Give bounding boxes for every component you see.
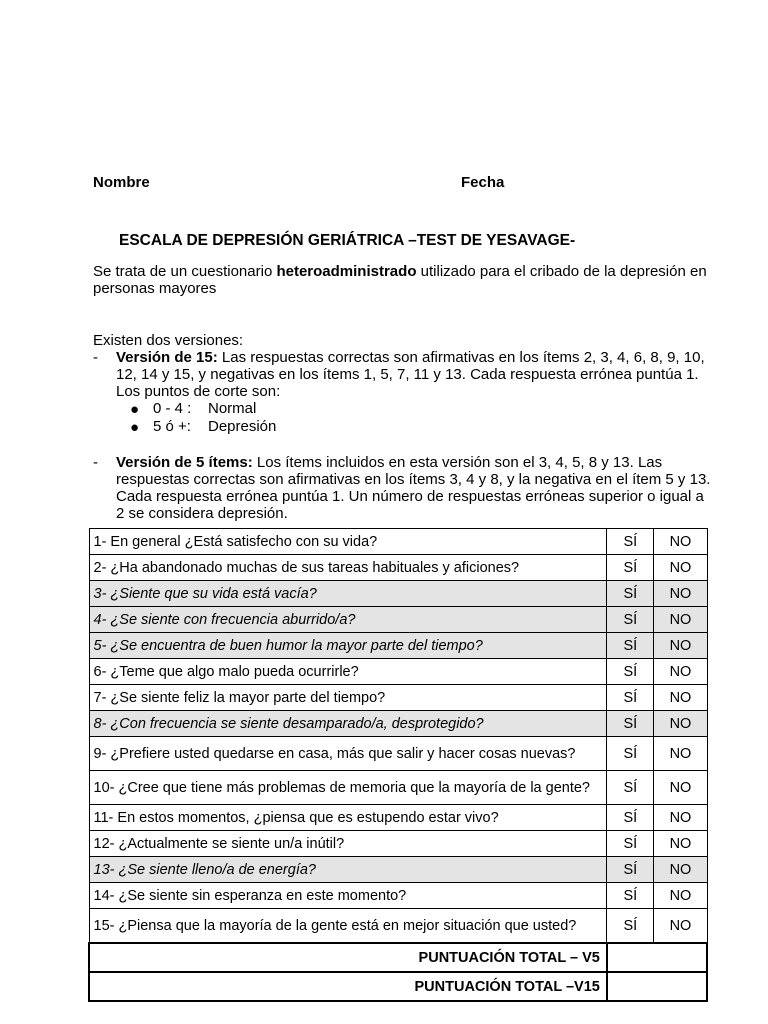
answer-no[interactable]: NO — [654, 883, 707, 909]
cutoff-range: 0 - 4 : — [153, 400, 192, 417]
answer-yes[interactable]: SÍ — [607, 883, 654, 909]
question-row — [89, 529, 707, 555]
question-text: 12- ¿Actualmente se siente un/a inútil? — [89, 831, 607, 857]
version-15-item — [93, 349, 713, 436]
answer-no[interactable]: NO — [654, 831, 707, 857]
question-text: 10- ¿Cree que tiene más problemas de memoria que la mayoría de la gente? — [89, 771, 607, 805]
total-score-v15[interactable] — [607, 972, 707, 1001]
answer-yes[interactable]: SÍ — [607, 633, 654, 659]
questionnaire-table — [88, 528, 708, 1002]
total-row-v5 — [89, 943, 707, 972]
answer-yes[interactable]: SÍ — [607, 555, 654, 581]
answer-yes[interactable]: SÍ — [607, 771, 654, 805]
question-text: 11- En estos momentos, ¿piensa que es estupendo estar vivo? — [89, 805, 607, 831]
cutoff-list — [116, 400, 713, 436]
question-text: 8- ¿Con frecuencia se siente desamparado/a, desprotegido? — [89, 711, 607, 737]
date-label: Fecha — [461, 174, 505, 191]
answer-no[interactable]: NO — [654, 685, 707, 711]
question-text: 4- ¿Se siente con frecuencia aburrido/a? — [89, 607, 607, 633]
question-row — [89, 909, 707, 944]
version-5-label: Versión de 5 ítems: — [116, 454, 253, 471]
answer-no[interactable]: NO — [654, 711, 707, 737]
page-title: ESCALA DE DEPRESIÓN GERIÁTRICA –TEST DE YESAVAGE- — [119, 232, 576, 249]
total-score-v5[interactable] — [607, 943, 707, 972]
cutoff-label: Normal — [208, 400, 257, 417]
versions-heading: Existen dos versiones: — [93, 332, 244, 349]
version-15-label: Versión de 15: — [116, 349, 218, 366]
question-text: 2- ¿Ha abandonado muchas de sus tareas habituales y aficiones? — [89, 555, 607, 581]
list-dash: - — [93, 454, 98, 471]
answer-no[interactable]: NO — [654, 659, 707, 685]
question-row — [89, 685, 707, 711]
question-text: 3- ¿Siente que su vida está vacía? — [89, 581, 607, 607]
bullet-icon: ● — [130, 419, 140, 436]
bullet-icon: ● — [130, 401, 140, 418]
question-row — [89, 883, 707, 909]
cutoff-label: Depresión — [208, 418, 277, 435]
answer-yes[interactable]: SÍ — [607, 659, 654, 685]
question-row — [89, 771, 707, 805]
answer-yes[interactable]: SÍ — [607, 607, 654, 633]
intro-text-start: Se trata de un cuestionario — [93, 263, 277, 280]
question-row — [89, 607, 707, 633]
question-text: 7- ¿Se siente feliz la mayor parte del tiempo? — [89, 685, 607, 711]
cutoff-item — [116, 418, 713, 436]
answer-no[interactable]: NO — [654, 633, 707, 659]
question-row — [89, 555, 707, 581]
answer-no[interactable]: NO — [654, 555, 707, 581]
cutoff-range: 5 ó +: — [153, 418, 191, 435]
answer-no[interactable]: NO — [654, 737, 707, 771]
answer-yes[interactable]: SÍ — [607, 685, 654, 711]
answer-yes[interactable]: SÍ — [607, 711, 654, 737]
total-label-v5: PUNTUACIÓN TOTAL – V5 — [89, 943, 607, 972]
question-text: 15- ¿Piensa que la mayoría de la gente está en mejor situación que usted? — [89, 909, 607, 944]
question-text: 9- ¿Prefiere usted quedarse en casa, más que salir y hacer cosas nuevas? — [89, 737, 607, 771]
question-text: 14- ¿Se siente sin esperanza en este momento? — [89, 883, 607, 909]
question-row — [89, 633, 707, 659]
answer-yes[interactable]: SÍ — [607, 831, 654, 857]
question-row — [89, 659, 707, 685]
question-row — [89, 711, 707, 737]
total-row-v15 — [89, 972, 707, 1001]
answer-no[interactable]: NO — [654, 529, 707, 555]
answer-yes[interactable]: SÍ — [607, 737, 654, 771]
question-row — [89, 737, 707, 771]
question-text: 6- ¿Teme que algo malo pueda ocurrirle? — [89, 659, 607, 685]
total-label-v15: PUNTUACIÓN TOTAL –V15 — [89, 972, 607, 1001]
question-row — [89, 831, 707, 857]
answer-yes[interactable]: SÍ — [607, 857, 654, 883]
answer-no[interactable]: NO — [654, 857, 707, 883]
version-5-text: Los ítems incluidos en esta versión son el 3, 4, 5, 8 y 13. Las respuestas correctas son afirmativas en los ítems 3, 4 y 8, y la negativa en el ítem 5 y 13. Cada respuesta errónea puntúa 1. Un número de respuestas erróneas superior o igual a 2 se considera depresión. — [116, 454, 711, 522]
intro-bold-term: heteroadministrado — [276, 263, 417, 280]
question-text: 13- ¿Se siente lleno/a de energía? — [89, 857, 607, 883]
versions-section — [93, 332, 713, 522]
version-15-text: Las respuestas correctas son afirmativas en los ítems 2, 3, 4, 6, 8, 9, 10, 12, 14 y 15, y negativas en los ítems 1, 5, 7, 11 y 13. Cada respuesta errónea puntúa 1. Los puntos de corte son: — [116, 349, 705, 400]
answer-yes[interactable]: SÍ — [607, 581, 654, 607]
question-text: 5- ¿Se encuentra de buen humor la mayor parte del tiempo? — [89, 633, 607, 659]
answer-yes[interactable]: SÍ — [607, 909, 654, 944]
answer-yes[interactable]: SÍ — [607, 529, 654, 555]
question-text: 1- En general ¿Está satisfecho con su vida? — [89, 529, 607, 555]
name-label: Nombre — [93, 174, 150, 191]
intro-text-end: utilizado para el cribado de la depresión en personas mayores — [93, 263, 707, 297]
intro-paragraph — [93, 263, 713, 297]
question-row — [89, 581, 707, 607]
answer-no[interactable]: NO — [654, 581, 707, 607]
version-5-item — [93, 454, 713, 522]
answer-no[interactable]: NO — [654, 607, 707, 633]
list-dash: - — [93, 349, 98, 366]
cutoff-item — [116, 400, 713, 418]
question-row — [89, 857, 707, 883]
answer-yes[interactable]: SÍ — [607, 805, 654, 831]
answer-no[interactable]: NO — [654, 909, 707, 944]
answer-no[interactable]: NO — [654, 771, 707, 805]
question-row — [89, 805, 707, 831]
answer-no[interactable]: NO — [654, 805, 707, 831]
